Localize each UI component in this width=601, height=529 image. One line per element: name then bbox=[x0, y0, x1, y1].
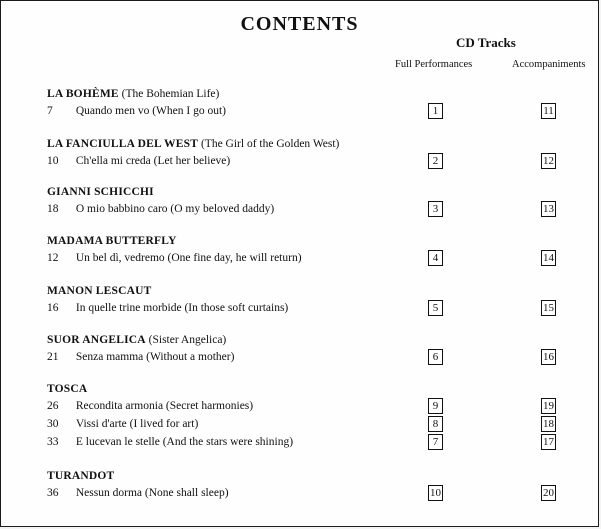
full-track-number: 1 bbox=[428, 103, 443, 119]
opera-name: SUOR ANGELICA bbox=[47, 334, 146, 346]
opera-entry bbox=[47, 233, 587, 267]
song-title: Un bel dì, vedremo (One fine day, he will return) bbox=[75, 252, 302, 264]
full-track-number: 5 bbox=[428, 300, 443, 316]
accompaniment-track-number: 13 bbox=[543, 203, 554, 215]
song-title: Recondita armonia (Secret harmonies) bbox=[75, 400, 254, 412]
page-title: CONTENTS bbox=[240, 13, 359, 35]
song-title: O mio babbino caro (O my beloved daddy) bbox=[75, 203, 275, 215]
opera-heading bbox=[47, 381, 587, 397]
song-page: 30 bbox=[47, 418, 59, 430]
song-row[interactable] bbox=[47, 152, 587, 170]
song-title: Vissi d'arte (I lived for art) bbox=[75, 418, 199, 430]
opera-name: LA FANCIULLA DEL WEST bbox=[47, 138, 199, 150]
opera-entry bbox=[47, 381, 587, 451]
opera-name: MADAMA BUTTERFLY bbox=[47, 235, 177, 247]
song-title: In quelle trine morbide (In those soft curtains) bbox=[75, 302, 289, 314]
cd-tracks-heading: CD Tracks bbox=[456, 35, 516, 50]
accompaniment-track-number: 11 bbox=[541, 103, 556, 119]
accompaniment-track-number: 17 bbox=[543, 436, 554, 448]
song-row[interactable] bbox=[47, 249, 587, 267]
song-page: 7 bbox=[47, 105, 53, 117]
full-track-number: 3 bbox=[428, 201, 443, 217]
song-page: 12 bbox=[47, 252, 59, 264]
song-page: 26 bbox=[47, 400, 59, 412]
opera-heading bbox=[47, 184, 587, 200]
accompaniment-track-number: 16 bbox=[543, 351, 554, 363]
song-title: Ch'ella mi creda (Let her believe) bbox=[75, 155, 231, 167]
song-page: 21 bbox=[47, 351, 59, 363]
opera-entry bbox=[47, 184, 587, 218]
opera-entry bbox=[47, 136, 587, 170]
opera-name: GIANNI SCHICCHI bbox=[47, 186, 154, 198]
opera-heading bbox=[47, 283, 587, 299]
accompaniment-track-number: 12 bbox=[543, 155, 554, 167]
song-page: 10 bbox=[47, 155, 59, 167]
song-page: 33 bbox=[47, 436, 59, 448]
song-row[interactable] bbox=[47, 397, 587, 415]
opera-name: MANON LESCAUT bbox=[47, 285, 152, 297]
full-track-number: 6 bbox=[428, 349, 443, 365]
accompaniments-header: Accompaniments bbox=[512, 59, 586, 70]
full-track-number: 9 bbox=[428, 398, 443, 414]
opera-subtitle: (Sister Angelica) bbox=[148, 334, 227, 346]
full-track-number: 10 bbox=[430, 487, 441, 499]
full-track-number: 4 bbox=[428, 250, 443, 266]
song-title: Senza mamma (Without a mother) bbox=[75, 351, 235, 363]
song-row[interactable] bbox=[47, 433, 587, 451]
opera-name: TOSCA bbox=[47, 383, 88, 395]
opera-entry bbox=[47, 468, 587, 502]
opera-name: TURANDOT bbox=[47, 470, 115, 482]
opera-subtitle: (The Girl of the Golden West) bbox=[200, 138, 340, 150]
song-row[interactable] bbox=[47, 200, 587, 218]
opera-entry bbox=[47, 332, 587, 366]
full-track-number: 2 bbox=[428, 153, 443, 169]
accompaniment-track-number: 14 bbox=[543, 252, 554, 264]
opera-heading bbox=[47, 468, 587, 484]
opera-entry bbox=[47, 86, 587, 120]
opera-entry bbox=[47, 283, 587, 317]
song-page: 16 bbox=[47, 302, 59, 314]
full-track-number: 7 bbox=[428, 434, 443, 450]
full-track-number: 8 bbox=[428, 416, 443, 432]
accompaniment-track-number: 20 bbox=[543, 487, 554, 499]
song-row[interactable] bbox=[47, 299, 587, 317]
song-title: Quando men vo (When I go out) bbox=[75, 105, 226, 117]
song-row[interactable] bbox=[47, 484, 587, 502]
song-row[interactable] bbox=[47, 348, 587, 366]
song-row[interactable] bbox=[47, 415, 587, 433]
opera-heading bbox=[47, 86, 587, 102]
opera-heading bbox=[47, 136, 587, 152]
accompaniment-track-number: 15 bbox=[543, 302, 554, 314]
song-page: 18 bbox=[47, 203, 59, 215]
opera-name: LA BOHÈME bbox=[47, 88, 119, 100]
opera-heading bbox=[47, 332, 587, 348]
full-performances-header: Full Performances bbox=[395, 59, 473, 70]
song-row[interactable] bbox=[47, 102, 587, 120]
accompaniment-track-number: 19 bbox=[543, 400, 554, 412]
accompaniment-track-number: 18 bbox=[543, 418, 554, 430]
song-title: Nessun dorma (None shall sleep) bbox=[75, 487, 229, 499]
song-title: E lucevan le stelle (And the stars were shining) bbox=[75, 436, 294, 448]
opera-heading bbox=[47, 233, 587, 249]
song-page: 36 bbox=[47, 487, 59, 499]
opera-subtitle: (The Bohemian Life) bbox=[121, 88, 220, 100]
